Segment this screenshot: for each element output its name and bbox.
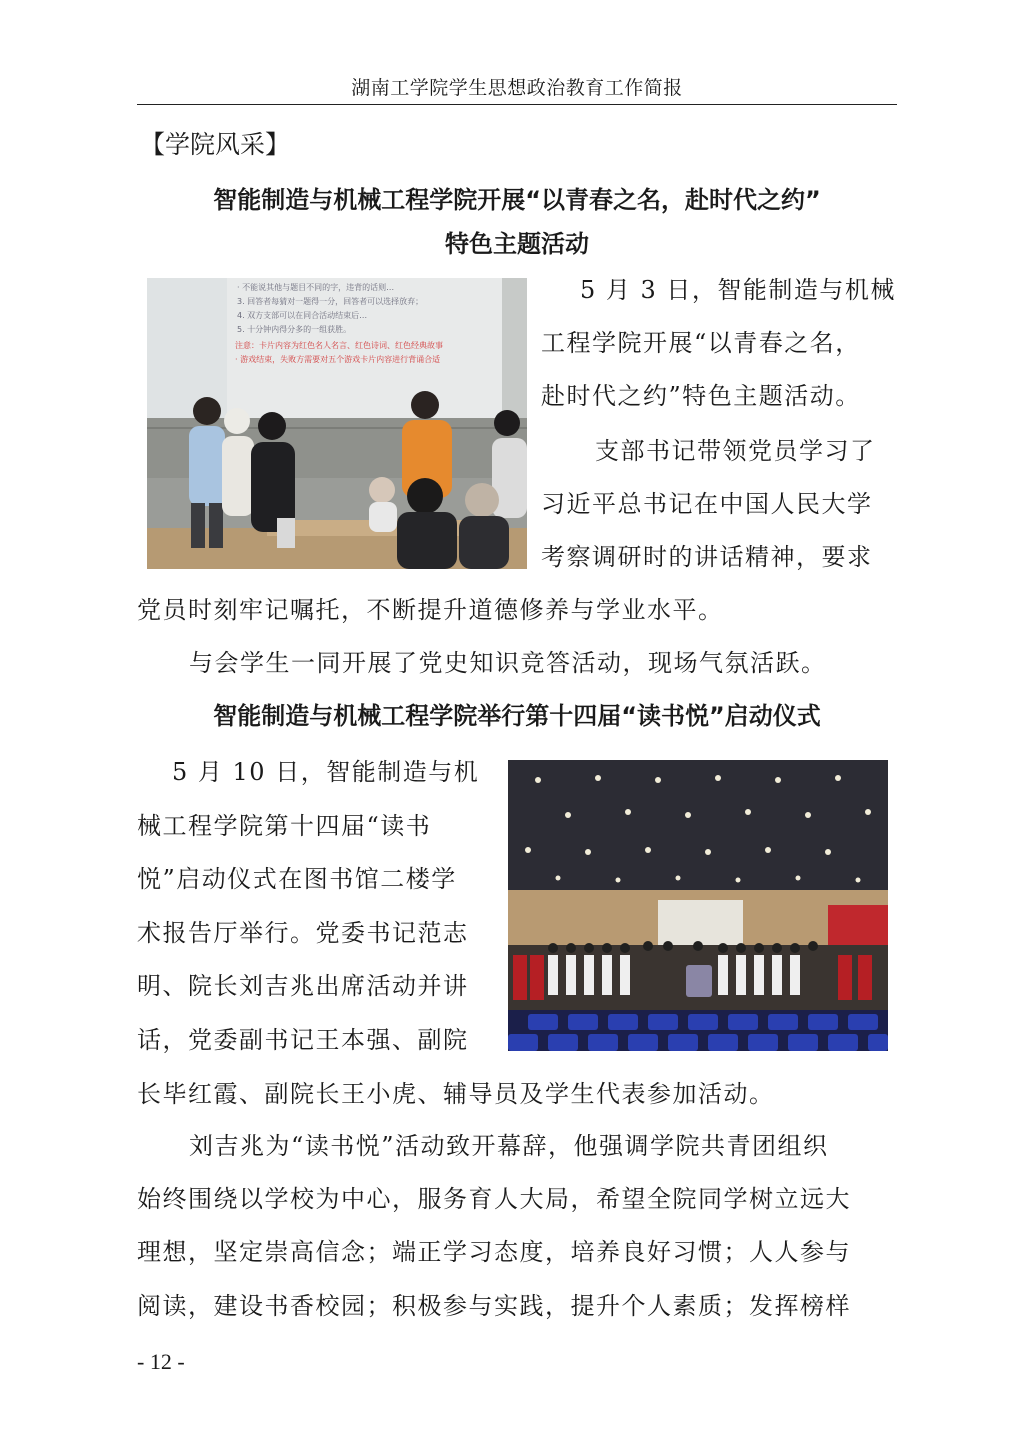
article1-paragraph-2: 与会学生一同开展了党史知识竞答活动，现场气氛活跃。 — [189, 649, 827, 677]
article1-photo-classroom — [147, 278, 527, 569]
slide-text-line-6: · 游戏结束，失败方需要对五个游戏卡片内容进行背诵合适 — [235, 355, 441, 364]
newsletter-header-title: 湖南工学院学生思想政治教育工作简报 — [351, 77, 683, 99]
article1-wrap-line-2: 工程学院开展“以青春之名， — [541, 329, 861, 357]
page-number: - 12 - — [137, 1349, 185, 1374]
article2-photo-group — [508, 760, 888, 1051]
article1-wrap-line-5: 习近平总书记在中国人民大学 — [541, 490, 873, 518]
article1-wrap-line-4: 支部书记带领党员学习了 — [595, 437, 876, 465]
slide-text-line-2: 3. 回答者每猜对一题得一分，回答者可以选择放弃； — [237, 297, 424, 306]
article1-wrap-line-1: 5 月 3 日，智能制造与机械 — [580, 276, 896, 304]
slide-text-line-3: 4. 双方支部可以在同合活动结束后… — [237, 311, 368, 320]
article1-wrap-line-6: 考察调研时的讲话精神，要求 — [541, 543, 873, 571]
auditorium-photo-illustration — [508, 760, 888, 1051]
slide-text-line-5: 注意：卡片内容为红色名人名言、红色诗词、红色经典故事 — [235, 341, 443, 350]
article2-para2-line-3: 理想，坚定崇高信念；端正学习态度，培养良好习惯；人人参与 — [137, 1238, 851, 1266]
slide-text-line-4: 5. 十分钟内得分多的一组获胜。 — [237, 325, 352, 334]
article2-title: 智能制造与机械工程学院举行第十四届“读书悦”启动仪式 — [213, 702, 821, 730]
classroom-photo-illustration — [147, 278, 527, 569]
article2-wrap-line-1: 5 月 10 日，智能制造与机 — [172, 758, 480, 786]
article1-full-line: 党员时刻牢记嘱托，不断提升道德修养与学业水平。 — [137, 596, 724, 624]
article1-title-line1: 智能制造与机械工程学院开展“以青春之名，赴时代之约” — [213, 186, 821, 214]
article2-wrap-line-3: 悦”启动仪式在图书馆二楼学 — [137, 865, 457, 893]
article2-wrap-line-6: 话，党委副书记王本强、副院 — [137, 1026, 469, 1054]
article1-wrap-line-3: 赴时代之约”特色主题活动。 — [541, 382, 861, 410]
article2-full-line: 长毕红霞、副院长王小虎、辅导员及学生代表参加活动。 — [137, 1080, 775, 1108]
header-divider — [137, 104, 897, 105]
article2-para2-line-4: 阅读，建设书香校园；积极参与实践，提升个人素质；发挥榜样 — [137, 1292, 851, 1320]
slide-text-line-1: · 不能说其他与题目不同的字，违背的话则… — [237, 283, 395, 292]
section-tag: 【学院风采】 — [140, 130, 291, 159]
article2-wrap-line-5: 明、院长刘吉兆出席活动并讲 — [137, 972, 469, 1000]
article2-para2-line-1: 刘吉兆为“读书悦”活动致开幕辞，他强调学院共青团组织 — [189, 1132, 829, 1160]
article1-title-line2: 特色主题活动 — [445, 230, 589, 258]
article2-para2-line-2: 始终围绕以学校为中心，服务育人大局，希望全院同学树立远大 — [137, 1185, 851, 1213]
article2-wrap-line-2: 械工程学院第十四届“读书 — [137, 812, 432, 840]
article2-wrap-line-4: 术报告厅举行。党委书记范志 — [137, 919, 469, 947]
